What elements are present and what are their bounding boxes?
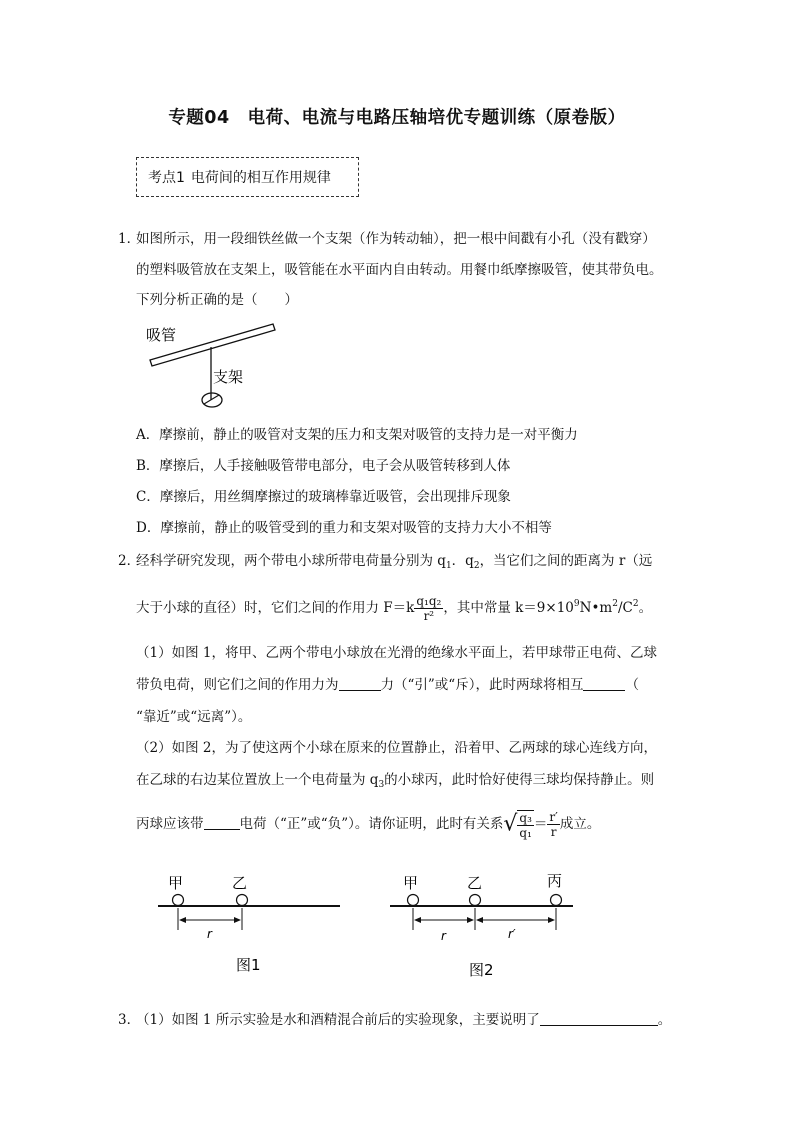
fig2-ball-b	[470, 895, 481, 906]
blank-charge-sign[interactable]	[204, 815, 240, 830]
q1-line-3: 下列分析正确的是（ ）	[136, 292, 298, 308]
label-straw: 吸管	[146, 326, 177, 344]
q2-p2-line-2: 在乙球的右边某位置放上一个电荷量为 $q_3$的小球丙，此时恰好使得三球均保持静止。则	[136, 772, 655, 790]
fig2-caption: 图2	[469, 961, 494, 979]
section-label: 考点1	[148, 170, 185, 186]
ratio-fraction: $\frac{r'}{r}$	[549, 810, 558, 839]
q1-option-a: A．摩擦前，静止的吸管对支架的压力和支架对吸管的支持力是一对平衡力	[136, 427, 578, 443]
sqrt-fraction: $\frac{\text{q₃}}{\text{q₁}}$	[519, 810, 532, 840]
q2-p1-line-1: （1）如图 1，将甲、乙两个带电小球放在光滑的绝缘水平面上，若甲球带正电荷、乙球	[136, 645, 657, 661]
coulomb-fraction: $\frac{\text{q₁q₂}}{\text{r²}}$	[416, 594, 442, 623]
title-part1: 专题04	[168, 108, 230, 128]
fig2-ball-c	[551, 895, 562, 906]
fig2-label-a: 甲	[403, 874, 419, 892]
q1-number: 1．	[118, 231, 141, 247]
fig1-caption: 图1	[236, 956, 261, 974]
fig1-label-b: 乙	[232, 874, 248, 892]
blank-force-type[interactable]	[339, 676, 381, 691]
q1-line-2: 的塑料吸管放在支架上，吸管能在水平面内自由转动。用餐巾纸摩擦吸管，使其带负电。	[136, 262, 663, 278]
fig2-r2-label: r′	[508, 927, 516, 941]
q1-option-d: D．摩擦前，静止的吸管受到的重力和支架对吸管的支持力大小不相等	[136, 520, 552, 536]
section-box	[136, 157, 359, 197]
blank-direction[interactable]	[583, 676, 625, 691]
q1-option-b: B．摩擦后，人手接触吸管带电部分，电子会从吸管转移到人体	[136, 458, 511, 474]
q2-p2-line-1: （2）如图 2，为了使这两个小球在原来的位置静止，沿着甲、乙两球的球心连线方向，	[136, 740, 657, 756]
fig2-r-label: r	[441, 929, 446, 943]
q1-line-1: 如图所示，用一段细铁丝做一个支架（作为转动轴），把一根中间戳有小孔（没有戳穿）	[136, 231, 656, 247]
fig2-ball-a	[408, 895, 419, 906]
figure-1	[150, 868, 350, 980]
q3-line-1: （1）如图 1 所示实验是水和酒精混合前后的实验现象，主要说明了 。	[136, 1012, 672, 1028]
fig2-label-b: 乙	[467, 874, 483, 892]
q1-figure	[140, 318, 280, 413]
fig1-ball-b	[237, 895, 248, 906]
blank-q3[interactable]	[540, 1011, 658, 1026]
figure-2	[385, 868, 585, 983]
q2-p1-line-3: “靠近”或“远离”）。	[136, 709, 252, 725]
q3-number: 3．	[118, 1012, 141, 1028]
q2-p2-line-3: 丙球应该带 电荷（“正”或“负”）。请你证明，此时有关系√ $\frac{\text{q₃}}{\text{q₁}}$ ＝ $\frac{r'}{r}$ 成立。	[136, 810, 601, 840]
q2-line-1: 经科学研究发现，两个带电小球所带电荷量分别为 $q_1$．$q_2$，当它们之间的距离为 r（远	[136, 553, 653, 571]
q1-option-c: C．摩擦后，用丝绸摩擦过的玻璃棒靠近吸管，会出现排斥现象	[136, 489, 511, 505]
q2-line-2: 大于小球的直径）时，它们之间的作用力 F＝k $\frac{\text{q₁q₂}}{\text{r²}}$ ，其中常量 $k=9\times 10^9N•m^2/C^2$。	[136, 594, 653, 623]
label-stand: 支架	[213, 368, 244, 386]
q2-number: 2．	[118, 553, 141, 569]
fig1-ball-a	[173, 895, 184, 906]
section-text: 电荷间的相互作用规律	[190, 170, 331, 186]
fig2-label-c: 丙	[547, 872, 563, 890]
q2-p1-line-2: 带负电荷，则它们之间的作用力为 力（“引”或“斥），此时两球将相互 （	[136, 677, 639, 693]
fig1-label-a: 甲	[168, 874, 184, 892]
title-part2: 电荷、电流与电路压轴培优专题训练（原卷版）	[247, 108, 626, 128]
page-title	[0, 104, 794, 129]
fig1-r-label: r	[207, 927, 212, 941]
sqrt-sign: √	[503, 811, 518, 837]
